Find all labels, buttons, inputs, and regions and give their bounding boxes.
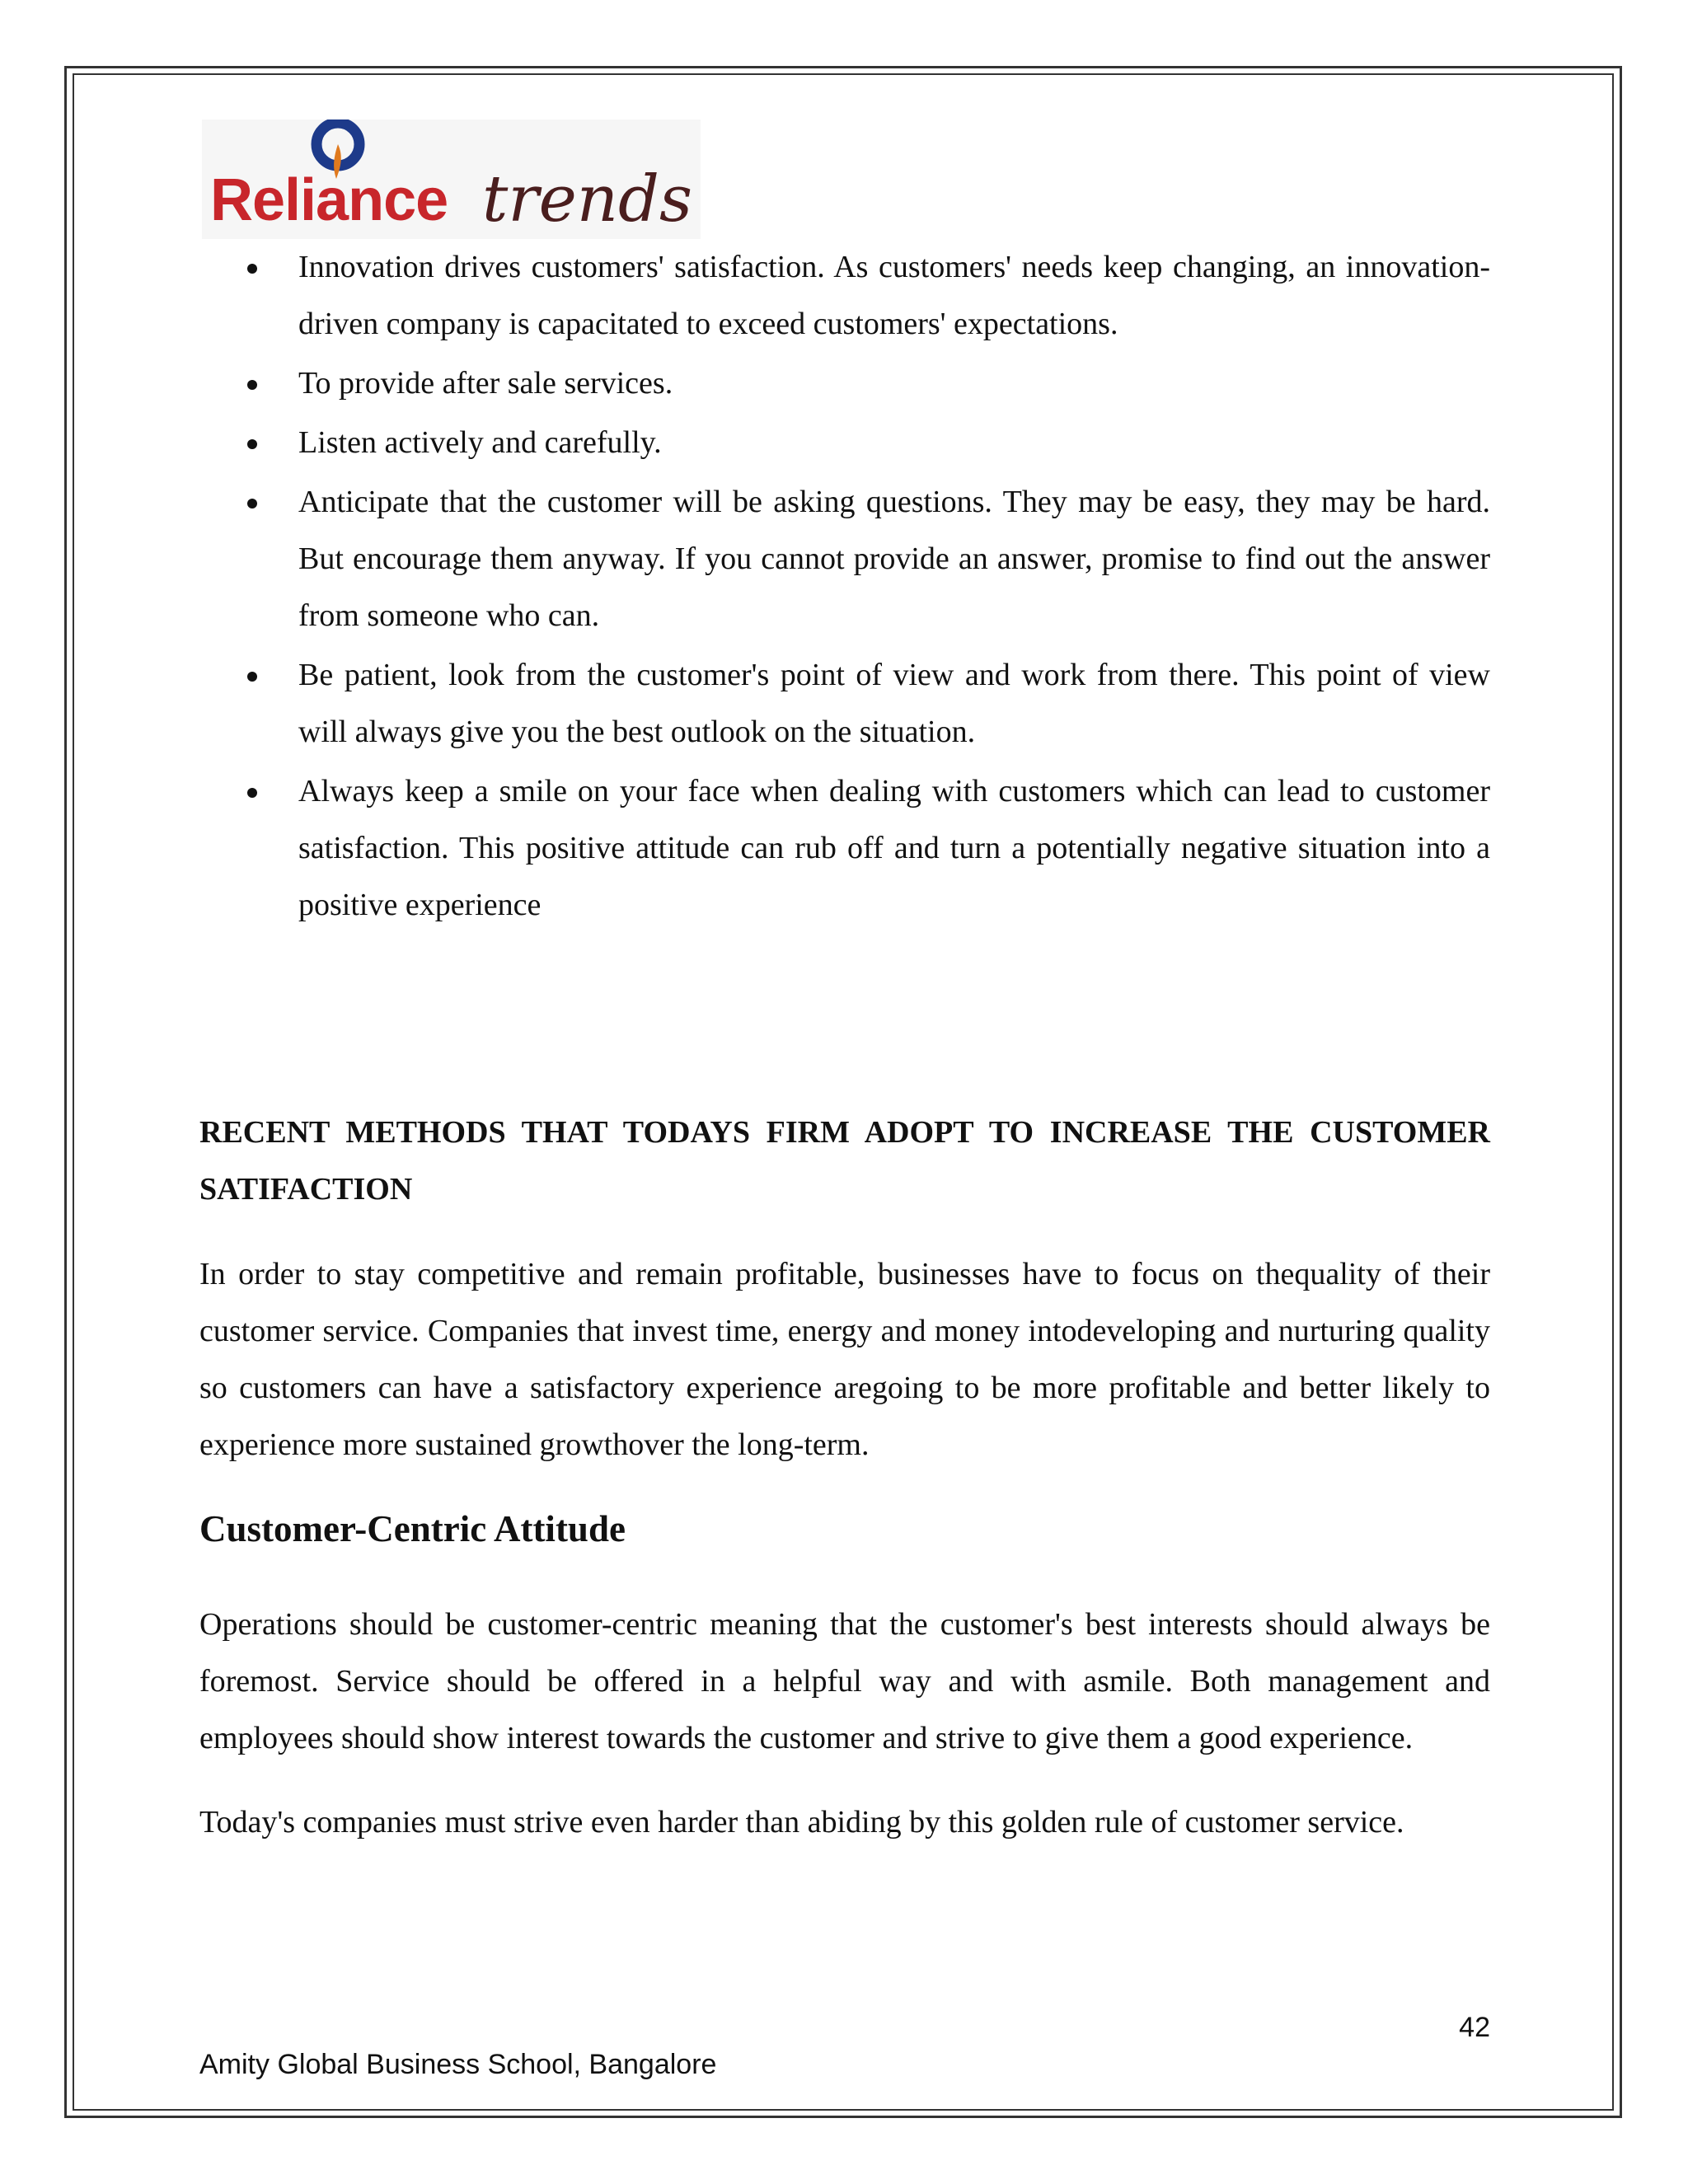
logo-brand-first: Reliance — [210, 167, 448, 233]
bullet-item: Always keep a smile on your face when dealing with customers which can lead to customer satisfaction. This positive attitude can rub off and turn a potentially negative situation into a positive experience — [199, 763, 1490, 934]
paragraph-golden-rule: Today's companies must strive even harder than abiding by this golden rule of customer service. — [199, 1805, 1404, 1840]
bullet-icon — [247, 499, 257, 509]
bullet-list — [199, 239, 1490, 934]
bullet-item: To provide after sale services. — [199, 355, 1490, 412]
bullet-icon — [247, 672, 257, 682]
page-number: 42 — [1459, 2012, 1490, 2043]
bullet-icon — [247, 264, 257, 274]
paragraph-intro: In order to stay competitive and remain profitable, businesses have to focus on thequality of their customer service. Companies that invest time, energy and money intodeveloping and nurturing quality so customers can have a satisfactory experience aregoing to be more profitable and better likely to experience more sustained growthover the long-term. — [199, 1257, 1490, 1462]
bullet-icon — [247, 788, 257, 798]
bullet-item: Innovation drives customers' satisfaction. As customers' needs keep changing, an innovation-driven company is capacitated to exceed customers' expectations. — [199, 239, 1490, 353]
footer-text: Amity Global Business School, Bangalore — [199, 2049, 717, 2080]
bullet-item: Be patient, look from the customer's point of view and work from there. This point of view will always give you the best outlook on the situation. — [199, 647, 1490, 761]
subheading-customer-centric: Customer-Centric Attitude — [199, 1508, 626, 1549]
bullet-icon — [247, 439, 257, 449]
bullet-item: Listen actively and carefully. — [199, 415, 1490, 471]
logo-brand-second: trends — [482, 162, 692, 237]
section-heading: RECENT METHODS THAT TODAYS FIRM ADOPT TO INCREASE THE CUSTOMER SATIFACTION — [199, 1115, 1490, 1207]
bullet-section — [199, 239, 1490, 936]
reliance-trends-logo — [202, 120, 701, 239]
paragraph-customer-centric: Operations should be customer-centric meaning that the customer's best interests should always be foremost. Service should be offered in a helpful way and with asmile. Both management and employees should show interest towards the customer and strive to give them a good experience. — [199, 1607, 1490, 1755]
bullet-icon — [247, 380, 257, 390]
bullet-item: Anticipate that the customer will be asking questions. They may be easy, they may be hard. But encourage them anyway. If you cannot provide an answer, promise to find out the answer from someone who can. — [199, 474, 1490, 644]
